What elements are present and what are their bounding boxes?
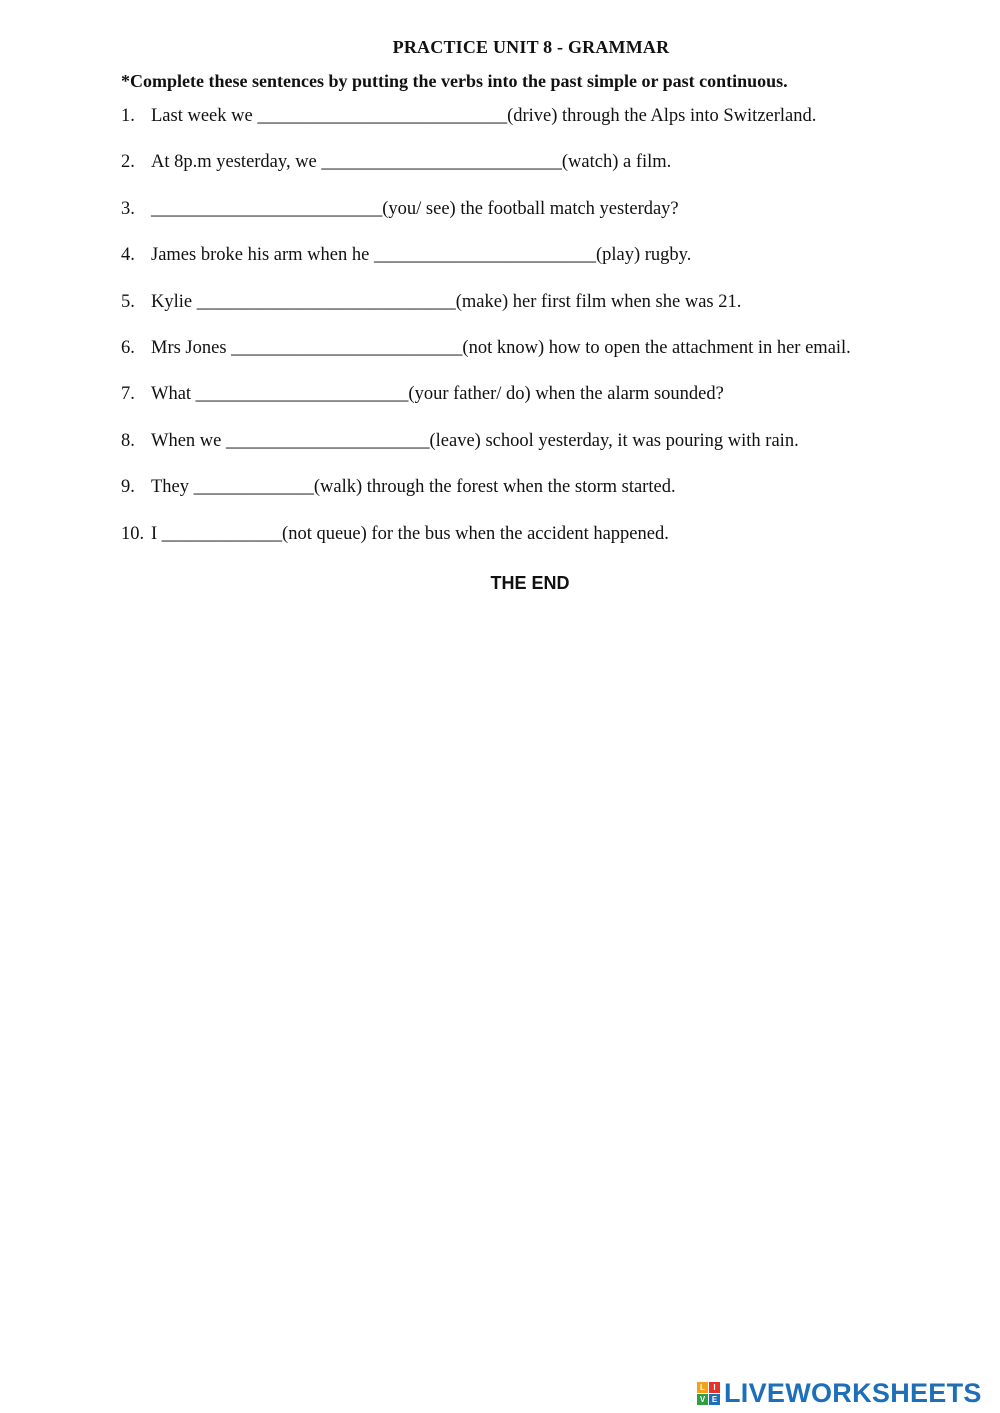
question-number: 8. [121,430,135,451]
question-text: At 8p.m yesterday, we __________________________(watch) a film. [151,152,672,173]
page-title: PRACTICE UNIT 8 - GRAMMAR [392,37,670,57]
question-number: 10. [121,523,145,544]
question-number: 9. [121,477,135,498]
logo-block: L [697,1382,708,1393]
instruction-text: *Complete these sentences by putting the verbs into the past simple or past continuous. [121,71,788,91]
question-text: James broke his arm when he ________________________(play) rugby. [151,245,692,266]
question-item [121,150,851,196]
question-text: _________________________(you/ see) the football match yesterday? [151,198,679,219]
liveworksheets-watermark [697,1378,982,1408]
question-text: What _______________________(your father/ do) when the alarm sounded? [151,384,724,405]
question-item [121,336,851,382]
question-number: 2. [121,152,135,173]
question-number: 7. [121,384,135,405]
question-list [121,104,851,568]
question-item [121,522,851,568]
question-item [121,243,851,289]
question-number: 5. [121,291,135,312]
question-item [121,104,851,150]
logo-block: E [709,1394,720,1405]
question-item [121,475,851,521]
logo-block: V [697,1394,708,1405]
question-text: Last week we ___________________________(drive) through the Alps into Switzerland. [151,106,817,126]
logo-block: I [709,1382,720,1393]
question-number: 4. [121,245,135,266]
question-number: 6. [121,337,135,358]
question-text: They _____________(walk) through the forest when the storm started. [151,477,676,498]
liveworksheets-logo-icon [697,1382,720,1405]
end-text: THE END [490,573,570,593]
question-item [121,429,851,475]
question-item [121,197,851,243]
question-text: Mrs Jones _________________________(not know) how to open the attachment in her email. [151,337,851,358]
question-item [121,382,851,428]
question-item [121,290,851,336]
question-text: When we ______________________(leave) school yesterday, it was pouring with rain. [151,430,799,451]
question-text: Kylie ____________________________(make) her first film when she was 21. [151,291,742,312]
question-number: 1. [121,106,135,126]
question-text: I _____________(not queue) for the bus when the accident happened. [151,523,669,544]
question-number: 3. [121,198,135,219]
watermark-text: LIVEWORKSHEETS [724,1378,982,1408]
